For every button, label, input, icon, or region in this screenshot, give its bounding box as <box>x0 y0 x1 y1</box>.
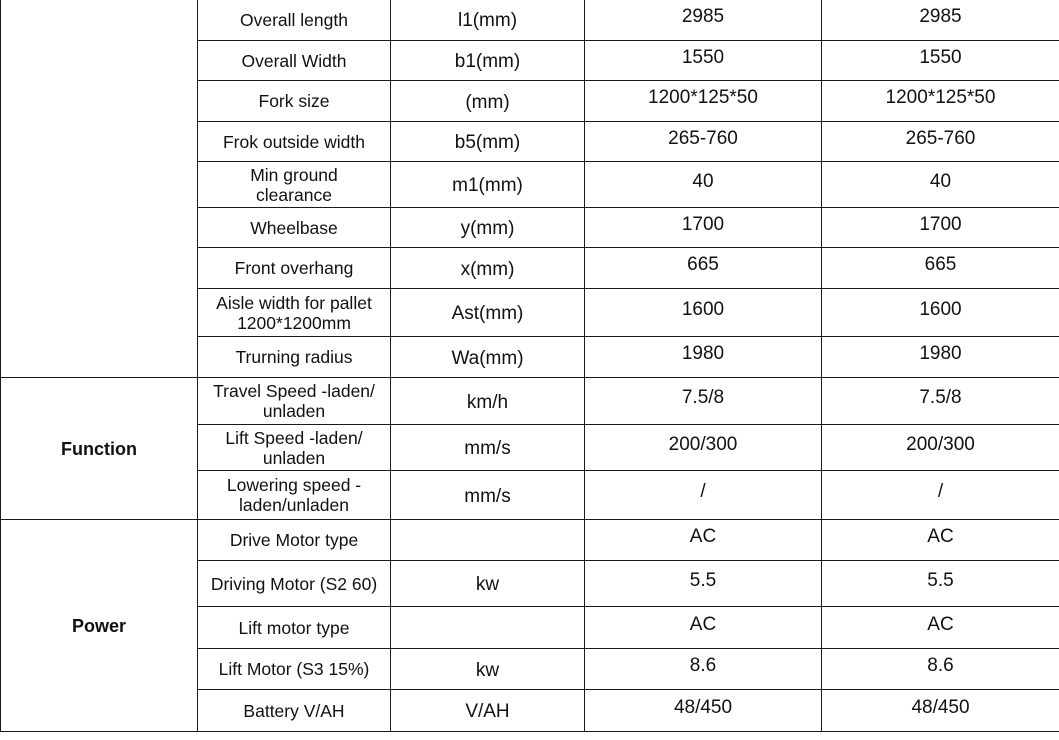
value-cell: AC <box>822 607 1059 649</box>
category-cell: Power <box>1 520 198 732</box>
value-cell: 1980 <box>585 337 822 378</box>
unit-cell: mm/s <box>391 425 585 471</box>
value-cell: 665 <box>585 248 822 289</box>
param-cell: Overall length <box>198 0 391 41</box>
param-cell: Lift Motor (S3 15%) <box>198 649 391 690</box>
value-cell: 1550 <box>822 41 1059 81</box>
param-cell: Fork size <box>198 81 391 122</box>
value-cell: 2985 <box>585 0 822 41</box>
value-cell: / <box>822 471 1059 520</box>
unit-cell: kw <box>391 649 585 690</box>
value-cell: AC <box>585 520 822 561</box>
param-cell: Trurning radius <box>198 337 391 378</box>
category-cell <box>1 0 198 378</box>
value-cell: 265-760 <box>585 122 822 162</box>
param-cell <box>198 561 391 607</box>
unit-cell: y(mm) <box>391 208 585 248</box>
value-cell: 1600 <box>585 289 822 337</box>
unit-cell: Ast(mm) <box>391 289 585 337</box>
unit-cell: Wa(mm) <box>391 337 585 378</box>
value-cell: 1700 <box>585 208 822 248</box>
param-cell: Lift motor type <box>198 607 391 649</box>
value-cell: 1980 <box>822 337 1059 378</box>
param-label: Lift Speed -laden/ unladen <box>225 427 363 468</box>
value-cell: 8.6 <box>822 649 1059 690</box>
value-cell: 200/300 <box>585 425 822 471</box>
param-cell: Aisle width for pallet 1200*1200mm <box>198 289 391 337</box>
value-cell: 665 <box>822 248 1059 289</box>
table-row <box>1 0 1059 41</box>
unit-cell: m1(mm) <box>391 162 585 208</box>
value-cell: 40 <box>585 162 822 208</box>
value-cell: 7.5/8 <box>585 378 822 425</box>
value-cell: 265-760 <box>822 122 1059 162</box>
param-cell <box>198 425 391 471</box>
param-cell: Battery V/AH <box>198 690 391 732</box>
value-cell: 1600 <box>822 289 1059 337</box>
value-cell: AC <box>822 520 1059 561</box>
unit-cell: V/AH <box>391 690 585 732</box>
value-cell: AC <box>585 607 822 649</box>
param-cell: Drive Motor type <box>198 520 391 561</box>
unit-cell: mm/s <box>391 471 585 520</box>
unit-cell: kw <box>391 561 585 607</box>
param-cell <box>198 162 391 208</box>
value-cell: 200/300 <box>822 425 1059 471</box>
unit-cell: b5(mm) <box>391 122 585 162</box>
param-cell: Front overhang <box>198 248 391 289</box>
param-cell: Wheelbase <box>198 208 391 248</box>
value-cell: 5.5 <box>822 561 1059 607</box>
param-cell: Frok outside width <box>198 122 391 162</box>
value-cell: 1700 <box>822 208 1059 248</box>
param-label: Driving Motor (S2 60) <box>210 573 378 594</box>
unit-cell: l1(mm) <box>391 0 585 41</box>
value-cell: 1200*125*50 <box>585 81 822 122</box>
param-cell <box>198 471 391 520</box>
category-cell: Function <box>1 378 198 520</box>
param-label: Travel Speed -laden/ unladen <box>213 381 375 421</box>
value-cell: 48/450 <box>822 690 1059 732</box>
unit-cell: x(mm) <box>391 248 585 289</box>
value-cell: 2985 <box>822 0 1059 41</box>
unit-cell <box>391 607 585 649</box>
unit-cell: b1(mm) <box>391 41 585 81</box>
value-cell: 5.5 <box>585 561 822 607</box>
param-label: Lowering speed -laden/unladen <box>226 475 362 515</box>
value-cell: 8.6 <box>585 649 822 690</box>
value-cell: 48/450 <box>585 690 822 732</box>
value-cell: 1200*125*50 <box>822 81 1059 122</box>
unit-cell: km/h <box>391 378 585 425</box>
param-cell: Overall Width <box>198 41 391 81</box>
unit-cell: (mm) <box>391 81 585 122</box>
value-cell: / <box>585 471 822 520</box>
param-cell <box>198 378 391 425</box>
table-row <box>1 378 1059 425</box>
param-label: Min ground clearance <box>250 164 338 205</box>
value-cell: 1550 <box>585 41 822 81</box>
value-cell: 40 <box>822 162 1059 208</box>
spec-table-body <box>1 0 1059 732</box>
value-cell: 7.5/8 <box>822 378 1059 425</box>
unit-cell <box>391 520 585 561</box>
table-row <box>1 520 1059 561</box>
